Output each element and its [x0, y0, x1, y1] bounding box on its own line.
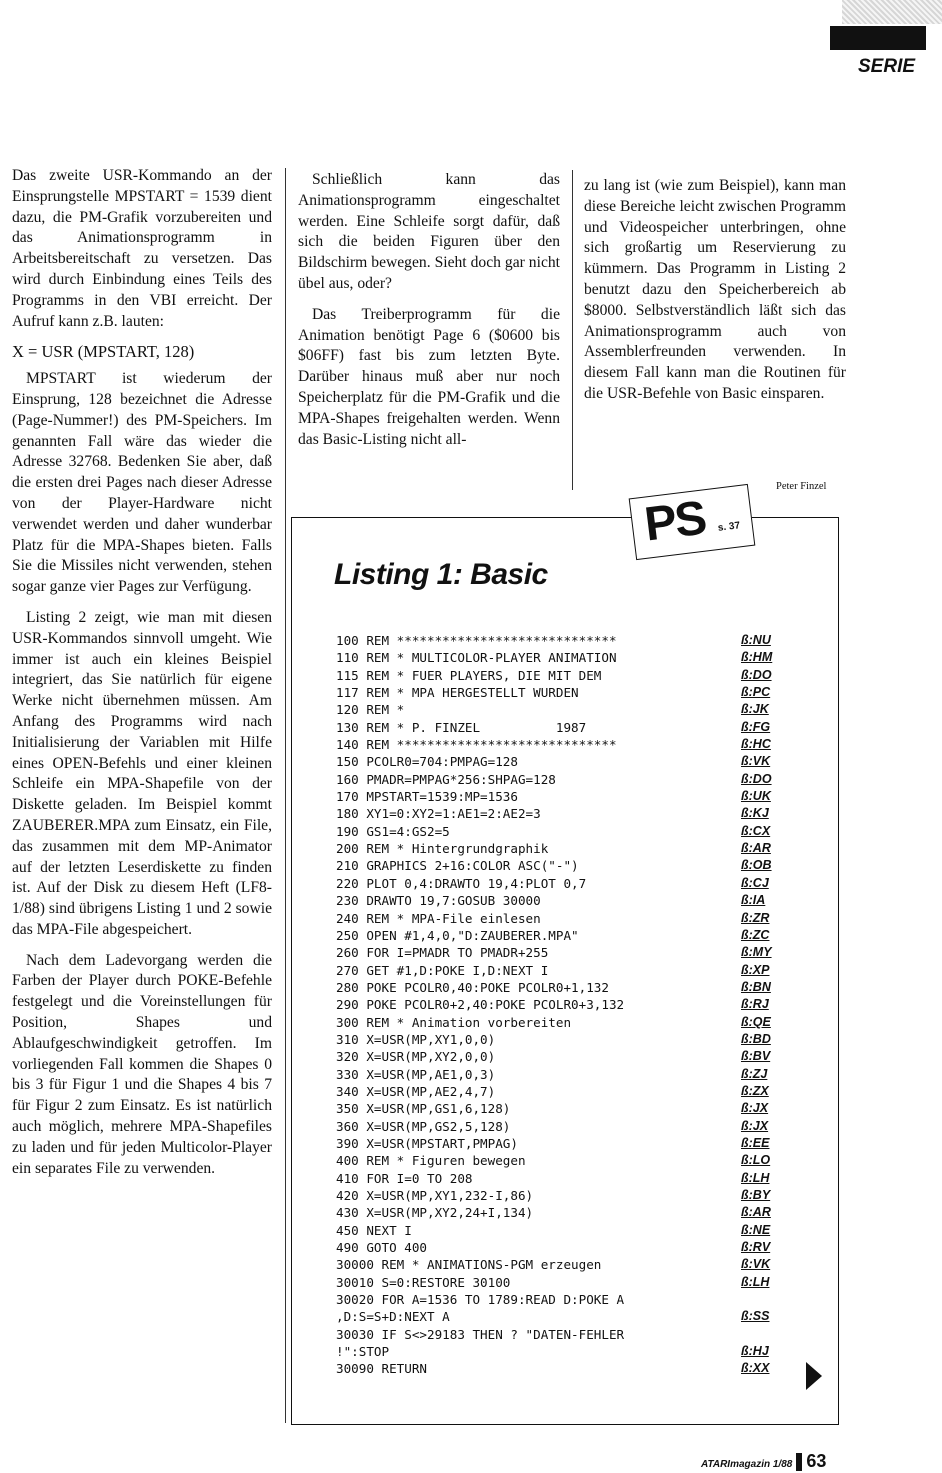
code-text: 115 REM * FUER PLAYERS, DIE MIT DEM — [336, 667, 602, 683]
ps-stamp-page: s. 37 — [717, 520, 741, 534]
code-text: 420 X=USR(MP,XY1,232-I,86) — [336, 1188, 534, 1203]
code-line — [336, 753, 796, 770]
checksum-code: ß:QE — [741, 1014, 771, 1029]
code-text: 30090 RETURN — [336, 1361, 427, 1377]
code-text: 310 X=USR(MP,XY1,0,0) — [336, 1031, 496, 1047]
code-line — [336, 857, 796, 874]
checksum-code: ß:AR — [741, 1205, 771, 1220]
code-line — [336, 1066, 796, 1083]
code-line — [336, 875, 796, 892]
code-line — [336, 719, 796, 736]
code-text: 140 REM ***************************** — [336, 737, 617, 753]
section-marker-bar — [830, 26, 926, 50]
code-line — [336, 1204, 796, 1221]
paragraph: Das Treiberprogramm für die Animation benötigt Page 6 ($0600 bis $06FF) fast bis zum letzten Byte. Darüber hinaus muß aber nur noch Speicherplatz für die PM-Grafik und die MPA-Shapes freigehalten werden. Wenn das Basic-Listing nicht all- — [298, 305, 560, 448]
text-column-3 — [584, 176, 846, 415]
code-line — [336, 1031, 796, 1048]
code-line — [336, 1256, 796, 1273]
code-text: 300 REM * Animation vorbereiten — [336, 1014, 572, 1030]
magazine-name: ATARImagazin 1/88 — [701, 1459, 793, 1470]
checksum-code: ß:HJ — [741, 1344, 769, 1359]
author-name: Peter Finzel — [776, 481, 827, 492]
code-line — [336, 1014, 796, 1031]
paragraph: Listing 2 zeigt, wie man mit diesen USR-Kommandos sinnvoll umgeht. Wie immer ist auch ein kleines Beispiel integriert, das Sie natürlich für eigene Werke nicht übernehmen müssen. Am Anfang des Programms wird nach Initialisierung der Variablen mit Hilfe eines OPEN-Befehls und einer kleinen Schleife ein MPA-Shapefile von der Diskette geladen. Im Beispiel kommt ZAUBERER.MPA zum Einsatz, ein File, das zusammen mit dem MP-Animator auf der letzten Leserdiskette zu finden ist. Auf der Disk zu diesem Heft (LF8-1/88) sind übrigens Listing 1 und 2 sowie das MPA-File abgespeichert. — [12, 608, 272, 938]
checksum-code: ß:MY — [741, 945, 772, 960]
code-line — [336, 1187, 796, 1204]
code-text: 280 POKE PCOLR0,40:POKE PCOLR0+1,132 — [336, 979, 609, 995]
checksum-code: ß:BD — [741, 1031, 771, 1046]
checksum-code: ß:JX — [741, 1101, 769, 1116]
text-column-1 — [12, 166, 272, 1189]
checksum-code: ß:UK — [741, 789, 771, 804]
code-text: 30000 REM * ANIMATIONS-PGM erzeugen — [336, 1257, 602, 1273]
code-text: 190 GS1=4:GS2=5 — [336, 823, 450, 839]
code-line — [336, 1100, 796, 1117]
code-line — [336, 1274, 796, 1291]
paragraph: Nach dem Ladevorgang werden die Farben der Player durch POKE-Befehle festgelegt und die Voreinstellungen für Position, Shapes und Ablaufgeschwindigkeit getroffen. Im vorliegenden Fall kommen die Shapes 0 bis 3 für Figur 1 und die Shapes 4 bis 7 für Figur 2 zum Einsatz. Es ist natürlich auch möglich, mehrere MPA-Shapefiles zu laden und für jeden Multicolor-Player ein separates File zu verwenden. — [12, 951, 272, 1177]
checksum-code: ß:ZC — [741, 927, 770, 942]
code-text: 230 DRAWTO 19,7:GOSUB 30000 — [336, 893, 541, 909]
checksum-code: ß:XX — [741, 1361, 770, 1376]
checksum-code: ß:HM — [741, 650, 773, 665]
code-text: 220 PLOT 0,4:DRAWTO 19,4:PLOT 0,7 — [336, 875, 587, 891]
code-line — [336, 1360, 796, 1377]
code-line — [336, 1343, 796, 1360]
paragraph: MPSTART ist wiederum der Einsprung, 128 bezeichnet die Adresse (Page-Nummer!) des PM-Speichers. Im genannten Fall wäre das wieder die Adresse 32768. Bedenken Sie aber, daß die ersten drei Pages nach dieser Adresse von der Player-Hardware nicht verwendet werden und daher wunderbar Platz für die MPA-Shapes bieten. Falls Sie die Missiles nicht verwenden, stehen sogar ganze vier Pages zur Verfügung. — [12, 370, 272, 596]
code-text: 180 XY1=0:XY2=1:AE1=2:AE2=3 — [336, 806, 541, 822]
code-line — [336, 736, 796, 753]
checksum-code: ß:BN — [741, 979, 771, 994]
code-line — [336, 1083, 796, 1100]
code-line — [336, 1308, 796, 1325]
code-text: 150 PCOLR0=704:PMPAG=128 — [336, 754, 518, 770]
code-line — [336, 892, 796, 909]
code-line — [336, 1239, 796, 1256]
checksum-code: ß:DO — [741, 667, 772, 682]
code-line — [336, 667, 796, 684]
code-line — [336, 1222, 796, 1239]
code-text: 110 REM * MULTICOLOR-PLAYER ANIMATION — [336, 650, 617, 666]
code-line — [336, 944, 796, 961]
checksum-code: ß:CJ — [741, 875, 769, 890]
page-number: 63 — [806, 1451, 827, 1471]
code-line — [336, 996, 796, 1013]
code-text: 410 FOR I=0 TO 208 — [336, 1170, 473, 1186]
checksum-code: ß:OB — [741, 858, 772, 873]
code-line — [336, 1135, 796, 1152]
paragraph: Schließlich kann das Animationsprogramm eingeschaltet werden. Eine Schleife sorgt dafür, daß sich die beiden Figuren über den Bildschirm bewegen. Sieht doch gar nicht übel aus, oder? — [298, 171, 560, 292]
code-line — [336, 1048, 796, 1065]
code-line — [336, 805, 796, 822]
code-text: 290 POKE PCOLR0+2,40:POKE PCOLR0+3,132 — [336, 997, 625, 1013]
code-line — [336, 771, 796, 788]
checksum-code: ß:PC — [741, 685, 771, 700]
checksum-code: ß:RJ — [741, 997, 769, 1012]
code-text: 450 NEXT I — [336, 1222, 412, 1238]
checksum-code: ß:XP — [741, 962, 770, 977]
code-text: 330 X=USR(MP,AE1,0,3) — [336, 1066, 496, 1082]
corner-print-texture — [842, 0, 942, 24]
code-line — [336, 684, 796, 701]
code-text: 160 PMADR=PMPAG*256:SHPAG=128 — [336, 771, 556, 787]
code-line — [336, 649, 796, 666]
code-text: 250 OPEN #1,4,0,"D:ZAUBERER.MPA" — [336, 927, 579, 943]
checksum-code: ß:HC — [741, 737, 771, 752]
checksum-code: ß:NE — [741, 1222, 771, 1237]
code-line — [336, 788, 796, 805]
formula: X = USR (MPSTART, 128) — [12, 342, 195, 362]
code-line — [336, 701, 796, 718]
code-text: 240 REM * MPA-File einlesen — [336, 910, 541, 926]
page-footer — [701, 1451, 826, 1472]
code-text: ,D:S=S+D:NEXT A — [336, 1309, 450, 1325]
paragraph: zu lang ist (wie zum Beispiel), kann man diese Bereiche leicht zwischen Programm und Videospeicher unterbringen, ohne sich großartig um Reservierung zu kümmern. Das Programm in Listing 2 benutzt dazu den Speicherbereich ab $8000. Selbstverständlich läßt sich das Animationsprogramm auch von Assemblerfreunden verwenden. In diesem Fall kann man die Routinen für die USR-Befehle von Basic einsparen. — [584, 177, 846, 402]
code-text: 340 X=USR(MP,AE2,4,7) — [336, 1083, 496, 1099]
continue-arrow-icon — [806, 1362, 822, 1390]
checksum-code: ß:JK — [741, 702, 769, 717]
code-text: 400 REM * Figuren bewegen — [336, 1153, 526, 1169]
code-text: 100 REM ***************************** — [336, 633, 617, 648]
checksum-code: ß:KJ — [741, 806, 769, 821]
checksum-code: ß:ZR — [741, 910, 770, 925]
code-line — [336, 979, 796, 996]
code-text: 200 REM * Hintergrundgraphik — [336, 841, 549, 857]
code-text: 30010 S=0:RESTORE 30100 — [336, 1274, 511, 1290]
checksum-code: ß:AR — [741, 841, 771, 856]
code-text: 210 GRAPHICS 2+16:COLOR ASC("-") — [336, 858, 579, 874]
text-column-2 — [298, 170, 560, 460]
checksum-code: ß:RV — [741, 1240, 771, 1255]
footer-bar — [796, 1453, 802, 1471]
checksum-code: ß:LH — [741, 1274, 770, 1289]
checksum-code: ß:EE — [741, 1135, 770, 1150]
code-line — [336, 1291, 796, 1308]
code-text: 360 X=USR(MP,GS2,5,128) — [336, 1118, 511, 1134]
code-text: 320 X=USR(MP,XY2,0,0) — [336, 1049, 496, 1065]
checksum-code: ß:DO — [741, 771, 772, 786]
code-line — [336, 1118, 796, 1135]
code-text: 120 REM * — [336, 702, 405, 718]
code-line — [336, 632, 796, 649]
listing-title: Listing 1: Basic — [334, 558, 548, 591]
code-text: 390 X=USR(MPSTART,PMPAG) — [336, 1135, 518, 1151]
code-text: 117 REM * MPA HERGESTELLT WURDEN — [336, 685, 579, 701]
column-divider — [285, 168, 286, 1423]
code-listing — [336, 632, 796, 1378]
code-text: 430 X=USR(MP,XY2,24+I,134) — [336, 1205, 534, 1221]
code-text: 130 REM * P. FINZEL 1987 — [336, 719, 587, 735]
section-label: SERIE — [858, 56, 916, 77]
code-text: 350 X=USR(MP,GS1,6,128) — [336, 1101, 511, 1117]
checksum-code: ß:SS — [741, 1309, 770, 1324]
code-text: 30030 IF S<>29183 THEN ? "DATEN-FEHLER — [336, 1326, 625, 1342]
code-line — [336, 927, 796, 944]
ps-stamp-text: PS — [641, 491, 708, 552]
code-line — [336, 1170, 796, 1187]
checksum-code: ß:BY — [741, 1188, 771, 1202]
checksum-code: ß:ZX — [741, 1083, 769, 1098]
code-line — [336, 1326, 796, 1343]
code-text: 30020 FOR A=1536 TO 1789:READ D:POKE A — [336, 1292, 625, 1308]
code-line — [336, 910, 796, 927]
paragraph: Das zweite USR-Kommando an der Einsprungstelle MPSTART = 1539 dient dazu, die PM-Grafik vorzubereiten und das Animationsprogramm in Arbeitsbereitschaft zu versetzen. Das wird durch Einbindung eines Teils des Programms in den VBI erreicht. Der Aufruf kann z.B. lauten: — [12, 167, 272, 330]
code-line — [336, 823, 796, 840]
checksum-code: ß:FG — [741, 719, 771, 734]
code-line — [336, 962, 796, 979]
checksum-code: ß:IA — [741, 893, 766, 908]
checksum-code: ß:JX — [741, 1118, 769, 1133]
checksum-code: ß:VK — [741, 754, 771, 769]
checksum-code: ß:LH — [741, 1170, 770, 1185]
checksum-code: ß:CX — [741, 823, 771, 838]
code-text: 170 MPSTART=1539:MP=1536 — [336, 789, 518, 805]
code-text: 270 GET #1,D:POKE I,D:NEXT I — [336, 962, 549, 978]
code-line — [336, 840, 796, 857]
checksum-code: ß:VK — [741, 1257, 771, 1272]
checksum-code: ß:NU — [741, 633, 771, 647]
code-line — [336, 1152, 796, 1169]
checksum-code: ß:LO — [741, 1153, 771, 1168]
column-divider — [572, 170, 573, 490]
code-text: 490 GOTO 400 — [336, 1240, 427, 1256]
code-text: !":STOP — [336, 1344, 390, 1360]
code-text: 260 FOR I=PMADR TO PMADR+255 — [336, 945, 549, 961]
checksum-code: ß:ZJ — [741, 1066, 768, 1081]
checksum-code: ß:BV — [741, 1049, 771, 1064]
